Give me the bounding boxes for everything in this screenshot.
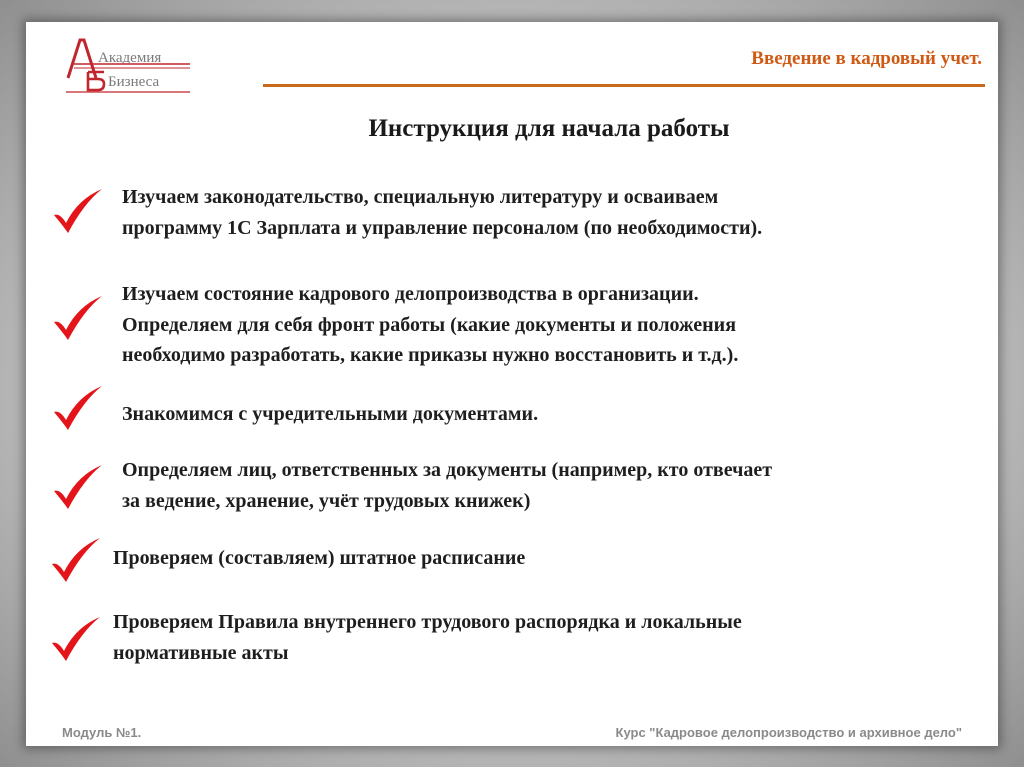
logo-graphic — [64, 38, 196, 96]
item-line: за ведение, хранение, учёт трудовых книжек) — [122, 489, 531, 512]
item-line: Изучаем состояние кадрового делопроизводства в организации. — [122, 283, 699, 305]
item-line: программу 1С Зарплата и управление персоналом (по необходимости). — [122, 216, 763, 239]
item-line: Проверяем Правила внутреннего трудового распорядка и локальные — [113, 611, 742, 633]
check-icon — [50, 463, 108, 513]
instruction-item-2 — [122, 279, 738, 371]
check-icon — [50, 384, 108, 434]
item-line: Изучаем законодательство, специальную литературу и осваиваем — [122, 186, 719, 208]
instruction-item-4 — [122, 455, 772, 516]
check-icon — [48, 615, 106, 665]
header-title: Введение в кадровый учет. — [751, 48, 982, 69]
slide — [26, 22, 998, 746]
item-line: Проверяем (составляем) штатное расписание — [113, 547, 526, 569]
instruction-item-5 — [113, 543, 525, 574]
logo-text-1: Академия — [98, 50, 162, 66]
header-divider — [263, 84, 985, 87]
page-title: Инструкция для начала работы — [368, 115, 730, 142]
instruction-item-6 — [113, 607, 742, 668]
footer-module: Модуль №1. — [62, 725, 142, 740]
item-line: Определяем лиц, ответственных за документы (например, кто отвечает — [122, 459, 773, 481]
item-line: Знакомимся с учредительными документами. — [122, 403, 539, 425]
check-icon — [50, 187, 108, 237]
footer-course: Курс "Кадровое делопроизводство и архивное дело" — [615, 725, 962, 740]
item-line: необходимо разработать, какие приказы нужно восстановить и т.д.). — [122, 344, 739, 366]
item-line: Определяем для себя фронт работы (какие документы и положения — [122, 313, 737, 336]
check-icon — [50, 294, 108, 344]
instruction-item-3 — [122, 399, 538, 430]
item-line: нормативные акты — [113, 641, 289, 664]
logo-text-2: Бизнеса — [108, 74, 160, 90]
instruction-item-1 — [122, 182, 762, 243]
check-icon — [48, 536, 106, 586]
academy-logo — [64, 38, 196, 96]
